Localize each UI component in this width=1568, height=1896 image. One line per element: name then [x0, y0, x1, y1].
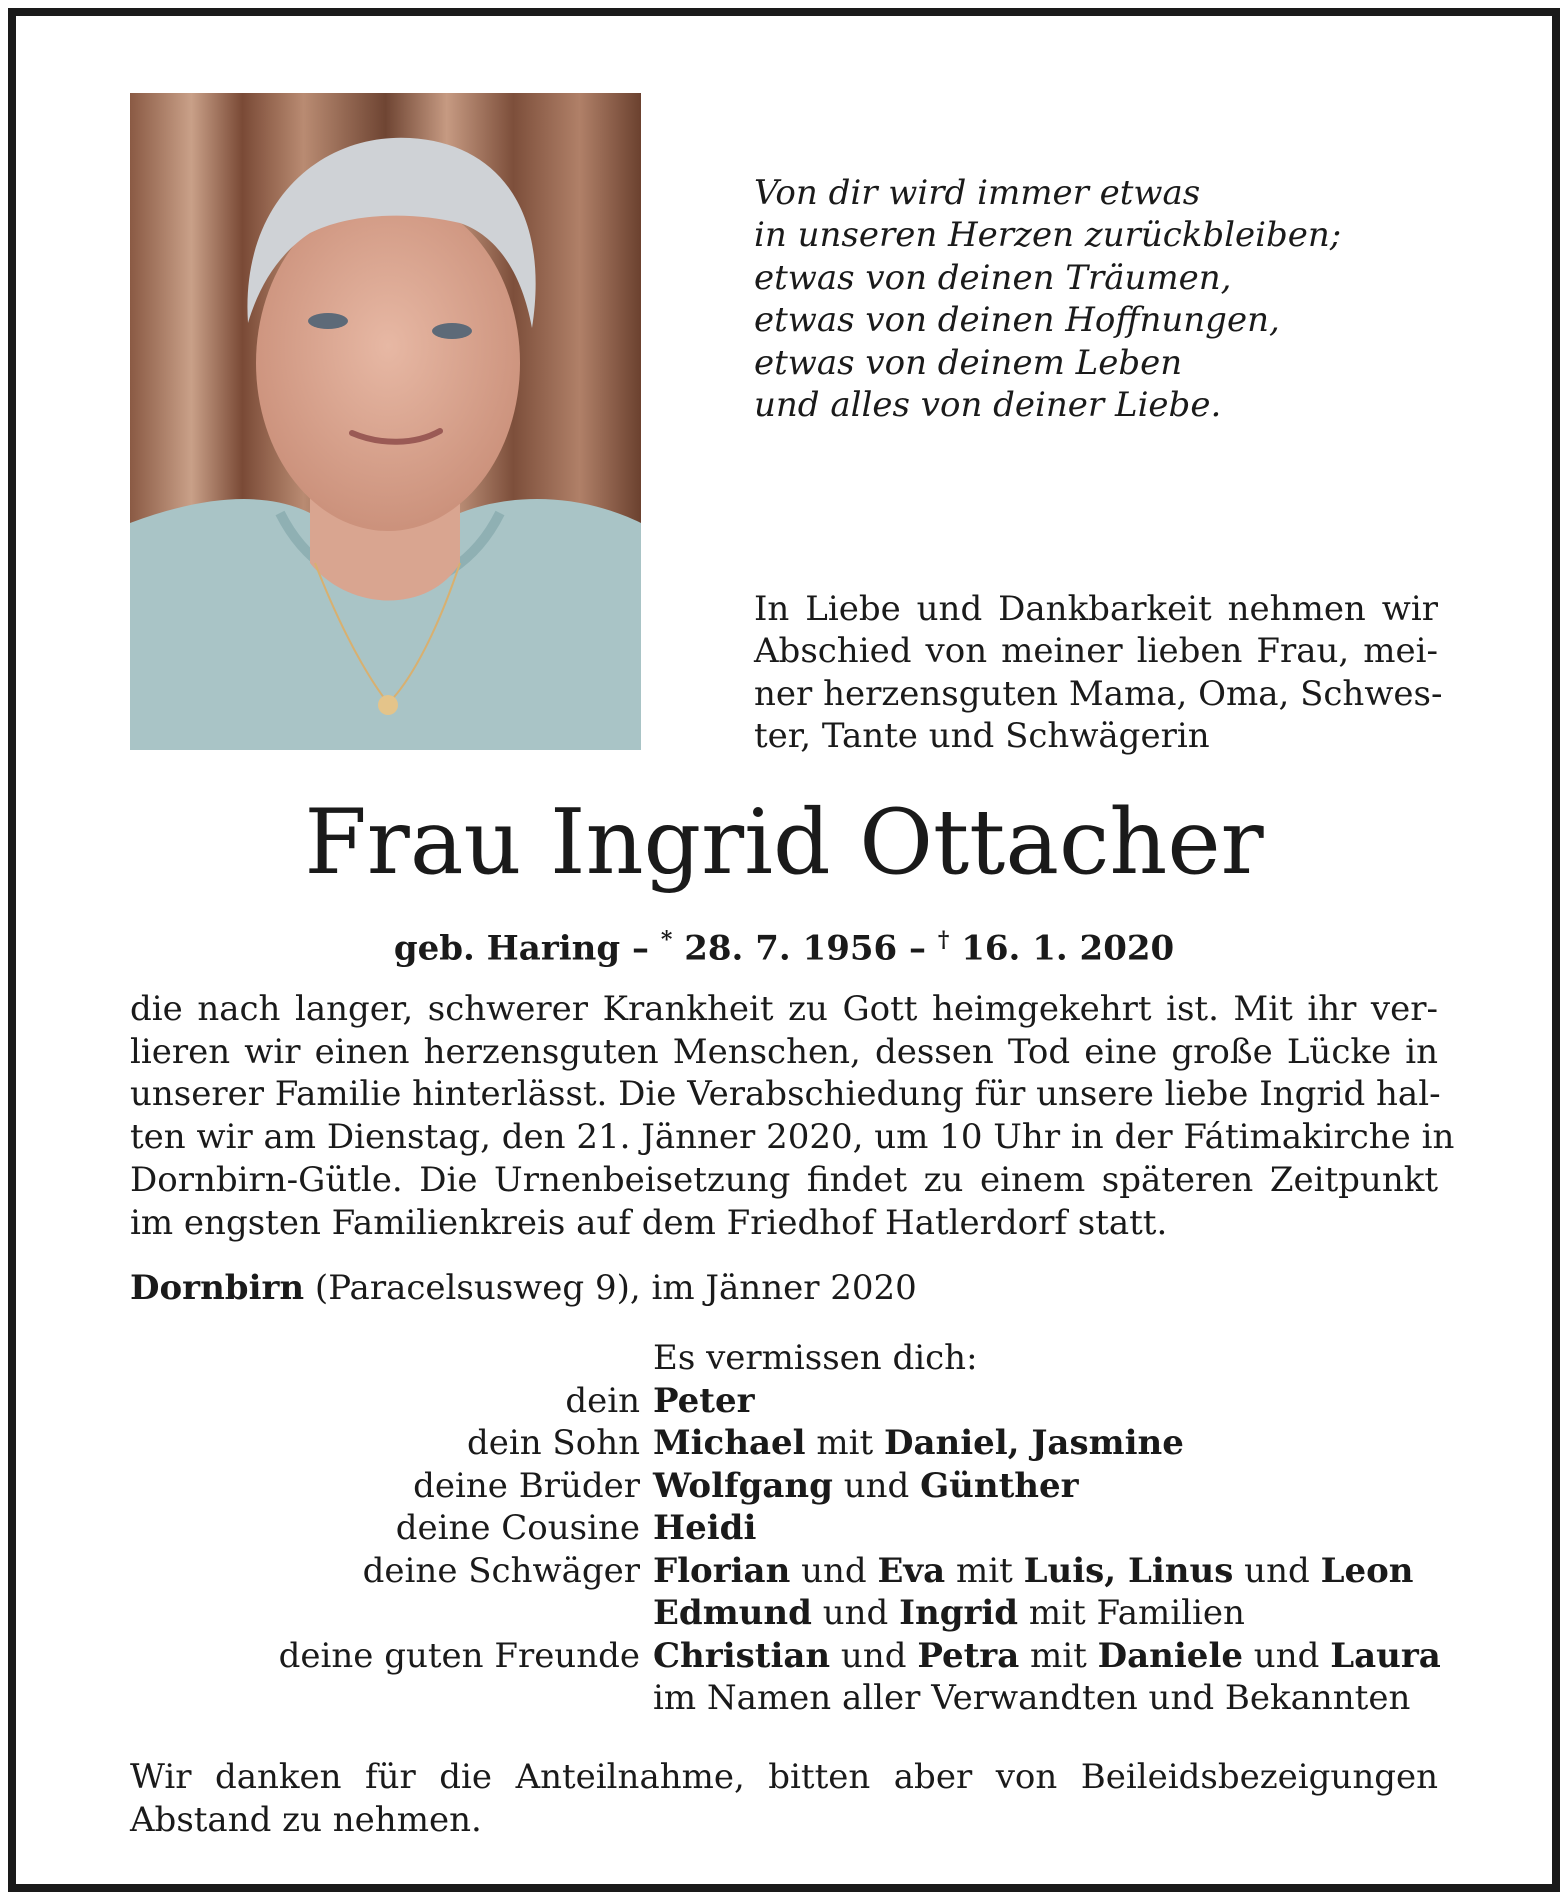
mourner-names	[653, 1380, 755, 1423]
mourner-row	[0, 1380, 1568, 1423]
mourner-row	[0, 1507, 1568, 1550]
mourner-name: Luis, Linus	[1023, 1550, 1234, 1591]
mourner-name: Laura	[1330, 1635, 1441, 1676]
place-and-date	[130, 1266, 917, 1310]
place-details: (Paracelsusweg 9), im Jänner 2020	[304, 1268, 917, 1308]
poem-line: Von dir wird immer etwas	[754, 173, 1201, 213]
announcement-text	[130, 988, 1455, 1244]
dash: –	[620, 928, 661, 969]
mourner-name: Leon	[1320, 1550, 1414, 1591]
intro-line: ter, Tante und Schwägerin	[754, 715, 1210, 756]
poem-line: und alles von deiner Liebe.	[754, 385, 1222, 426]
mourner-name: Ingrid	[899, 1593, 1019, 1633]
poem-line: in unseren Herzen zurückbleiben;	[754, 215, 1342, 256]
mourner-connector: und	[832, 1465, 921, 1506]
life-dates	[130, 918, 1438, 970]
mourner-names	[653, 1592, 1245, 1635]
mourner-name: Wolfgang	[653, 1465, 833, 1506]
mourner-relation: deine Brüder	[413, 1465, 640, 1506]
memorial-poem	[754, 172, 1454, 426]
mourner-connector: und	[790, 1550, 878, 1591]
mourner-row	[0, 1677, 1568, 1720]
intro-line: ner herzensguten Mama, Oma, Schwes-	[754, 673, 1443, 714]
mourner-row	[0, 1550, 1568, 1593]
mourner-name: Edmund	[653, 1593, 812, 1633]
mourner-row	[0, 1635, 1568, 1678]
mourner-name: Eva	[877, 1550, 946, 1591]
mourner-name: Heidi	[653, 1508, 757, 1548]
mourner-connector: und	[830, 1635, 918, 1676]
mourner-name: Christian	[653, 1635, 831, 1676]
body-line: ten wir am Dienstag, den 21. Jänner 2020, um 10 Uhr in der Fátimakirche in	[130, 1117, 1455, 1158]
mourner-connector: im Namen aller Verwandten und Bekannten	[653, 1678, 1411, 1718]
closing-note	[130, 1756, 1438, 1841]
closing-line: Abstand zu nehmen.	[130, 1799, 482, 1840]
mourner-name: Michael	[653, 1423, 806, 1463]
mourner-name: Florian	[653, 1550, 791, 1591]
born-name: geb. Haring	[393, 928, 621, 969]
mourner-name: Peter	[653, 1380, 755, 1421]
place-city: Dornbirn	[130, 1268, 305, 1308]
death-cross-icon: †	[937, 927, 950, 953]
mourner-row	[0, 1592, 1568, 1635]
mourner-rows	[0, 1380, 1568, 1720]
body-line: die nach langer, schwerer Krankheit zu Gott heimgekehrt ist. Mit ihr ver-	[130, 989, 1438, 1029]
intro-line: In Liebe und Dankbarkeit nehmen wir	[754, 589, 1438, 629]
mourner-names	[653, 1507, 756, 1550]
mourner-name: Daniel, Jasmine	[883, 1423, 1184, 1463]
closing-line: Wir danken für die Anteilnahme, bitten aber von Beileidsbezeigungen	[130, 1757, 1438, 1797]
mourner-row	[0, 1422, 1568, 1465]
mourner-names	[653, 1550, 1414, 1593]
death-date: 16. 1. 2020	[949, 928, 1175, 969]
mourner-row	[0, 1465, 1568, 1508]
mourner-connector: und	[1233, 1550, 1321, 1591]
dash: –	[897, 928, 938, 969]
mourner-relation: deine Cousine	[395, 1508, 640, 1548]
mourner-connector: und	[1243, 1635, 1331, 1676]
mourner-relation: deine Schwäger	[362, 1550, 640, 1591]
mourner-names	[653, 1635, 1441, 1678]
mourner-relation: dein	[565, 1380, 640, 1421]
birth-date: 28. 7. 1956	[672, 928, 898, 969]
mourner-connector: mit	[1019, 1635, 1098, 1676]
deceased-name: Frau Ingrid Ottacher	[304, 790, 1264, 895]
birth-star-icon: *	[660, 927, 673, 953]
body-line: unserer Familie hinterlässt. Die Verabschiedung für unsere liebe Ingrid hal-	[130, 1074, 1441, 1115]
mourner-name: Petra	[917, 1635, 1020, 1676]
mourner-relation: deine guten Freunde	[278, 1635, 640, 1676]
mourner-name: Günther	[920, 1465, 1079, 1506]
body-line: im engsten Familienkreis auf dem Friedhof Hatlerdorf statt.	[130, 1202, 1168, 1243]
mourner-name: Daniele	[1097, 1635, 1243, 1676]
mourners-heading: Es vermissen dich:	[653, 1338, 978, 1378]
mourner-connector: und	[811, 1593, 900, 1633]
mourner-connector: mit	[805, 1423, 884, 1463]
portrait-photo	[130, 93, 641, 750]
poem-line: etwas von deinem Leben	[754, 342, 1183, 383]
farewell-intro	[754, 588, 1443, 757]
mourner-names	[653, 1677, 1410, 1720]
mourner-names	[653, 1422, 1184, 1465]
mourner-names	[653, 1465, 1079, 1508]
body-line: lieren wir einen herzensguten Menschen, dessen Tod eine große Lücke in	[130, 1031, 1438, 1072]
mourners-heading-row	[0, 1337, 1568, 1380]
intro-line: Abschied von meiner lieben Frau, mei-	[754, 631, 1438, 672]
mourners-list	[0, 1337, 1568, 1720]
poem-line: etwas von deinen Hoffnungen,	[754, 300, 1280, 341]
poem-line: etwas von deinen Träumen,	[754, 257, 1232, 298]
mourner-connector: mit Familien	[1018, 1593, 1245, 1633]
body-line: Dornbirn-Gütle. Die Urnenbeisetzung findet zu einem späteren Zeitpunkt	[130, 1159, 1438, 1200]
mourner-relation: dein Sohn	[466, 1423, 640, 1463]
mourner-connector: mit	[945, 1550, 1024, 1591]
